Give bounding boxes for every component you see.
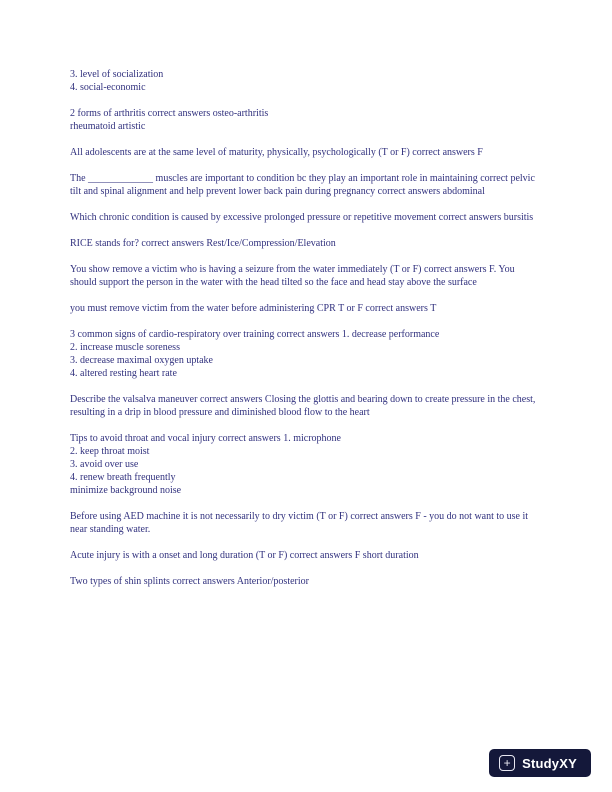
paragraph: All adolescents are at the same level of maturity, physically, psychologically (T or F) correct answers F <box>70 147 483 158</box>
paragraph: 2 forms of arthritis correct answers osteo-arthritis rheumatoid artistic <box>70 108 269 132</box>
paragraph: you must remove victim from the water before administering CPR T or F correct answers T <box>70 303 437 314</box>
paragraph: Which chronic condition is caused by excessive prolonged pressure or repetitive movement correct answers bursitis <box>70 212 534 223</box>
paragraph: RICE stands for? correct answers Rest/Ice/Compression/Elevation <box>70 238 336 249</box>
studyxy-logo <box>489 749 591 777</box>
paragraph: Before using AED machine it is not necessarily to dry victim (T or F) correct answers F - you do not want to use it near standing water. <box>70 511 529 535</box>
brand-study: Study <box>522 755 560 771</box>
paragraph: Describe the valsalva maneuver correct answers Closing the glottis and bearing down to create pressure in the chest, resulting in a drip in blood pressure and diminished blood flow to the heart <box>70 394 536 418</box>
paragraph: 3 common signs of cardio-respiratory over training correct answers 1. decrease performance 2. increase muscle soreness 3. decrease maximal oxygen uptake 4. altered resting heart rate <box>70 329 440 379</box>
paragraph: Acute injury is with a onset and long duration (T or F) correct answers F short duration <box>70 550 419 561</box>
plus-icon: + <box>499 755 515 771</box>
paragraph: 3. level of socialization 4. social-economic <box>70 69 164 93</box>
brand-xy: XY <box>559 755 577 771</box>
document-body <box>70 68 542 601</box>
brand-wordmark <box>522 756 577 771</box>
paragraph: You show remove a victim who is having a seizure from the water immediately (T or F) correct answers F. You should support the person in the water with the head tilted so the face and head stay above the surface <box>70 264 515 288</box>
paragraph: Two types of shin splints correct answers Anterior/posterior <box>70 576 309 587</box>
paragraph: The _____________ muscles are important to condition bc they play an important role in maintaining correct pelvic tilt and spinal alignment and help prevent lower back pain during pregnancy correct answers abdominal <box>70 173 535 197</box>
paragraph: Tips to avoid throat and vocal injury correct answers 1. microphone 2. keep throat moist 3. avoid over use 4. renew breath frequently minimize background noise <box>70 433 341 496</box>
